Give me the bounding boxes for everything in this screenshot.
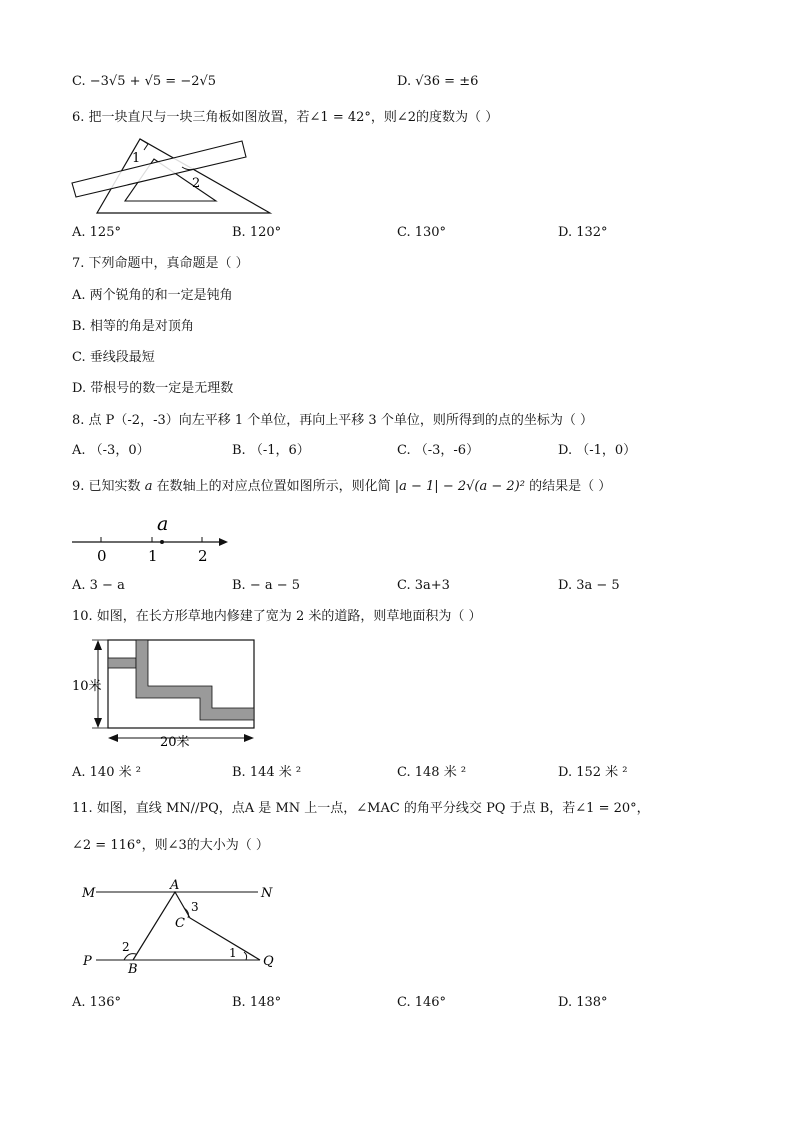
q6-option-b[interactable]: B. 120° (232, 225, 282, 240)
q10-option-d[interactable]: D. 152 米 ² (558, 765, 628, 780)
q9-point-a-label: a (157, 513, 169, 535)
q6-angle-1-label: 1 (132, 151, 141, 166)
q6-stem: 6. 把一块直尺与一块三角板如图放置，若∠1 = 42°，则∠2的度数为（ ） (72, 110, 499, 125)
q11-option-d[interactable]: D. 138° (558, 995, 608, 1010)
q11-stem-line1: 11. 如图，直线 MN//PQ，点A 是 MN 上一点，∠MAC 的角平分线交 PQ 于点 B，若∠1 = 20°， (72, 801, 650, 816)
q9-stem-var: a (144, 479, 153, 494)
q11-angle-3-label: 3 (191, 900, 199, 914)
q11-option-c[interactable]: C. 146° (397, 995, 447, 1010)
q11-option-b[interactable]: B. 148° (232, 995, 282, 1010)
q9-tick-1: 1 (148, 547, 158, 565)
q9-number-line (70, 512, 235, 567)
q9-stem-mid: 在数轴上的对应点位置如图所示，则化简 (156, 479, 391, 494)
q9-stem-prefix: 9. 已知实数 (72, 479, 141, 494)
q7-option-a[interactable]: A. 两个锐角的和一定是钝角 (72, 288, 233, 303)
q6-option-d[interactable]: D. 132° (558, 225, 608, 240)
q9-option-d[interactable]: D. 3a − 5 (558, 578, 620, 593)
q10-option-a[interactable]: A. 140 米 ² (72, 765, 141, 780)
q7-option-b[interactable]: B. 相等的角是对顶角 (72, 319, 194, 334)
q9-point-a (160, 540, 164, 544)
q11-angle-2-label: 2 (122, 940, 130, 954)
q9-option-c[interactable]: C. 3a+3 (397, 578, 450, 593)
q11-label-m: M (82, 886, 96, 901)
q7-option-d[interactable]: D. 带根号的数一定是无理数 (72, 381, 234, 396)
q11-parallel-lines-figure (78, 874, 283, 977)
q7-stem: 7. 下列命题中，真命题是（ ） (72, 256, 249, 271)
q8-option-a[interactable]: A. （-3，0） (72, 443, 150, 458)
q7-option-c[interactable]: C. 垂线段最短 (72, 350, 155, 365)
q11-angle-1-label: 1 (229, 946, 237, 960)
q9-stem-suffix: 的结果是（ ） (529, 479, 612, 494)
q9-tick-0: 0 (97, 547, 107, 565)
q9-option-b[interactable]: B. − a − 5 (232, 578, 301, 593)
q9-option-a[interactable]: A. 3 − a (72, 578, 125, 593)
q11-label-q: Q (263, 954, 274, 969)
q6-angle-2-label: 2 (192, 176, 201, 191)
q11-label-a: A (170, 878, 180, 893)
q11-label-c: C (175, 916, 185, 931)
q9-expression: |a − 1| − 2√(a − 2)² (394, 479, 525, 494)
q11-label-p: P (83, 954, 92, 969)
q8-option-c[interactable]: C. （-3，-6） (397, 443, 480, 458)
q8-option-d[interactable]: D. （-1，0） (558, 443, 637, 458)
q5-option-d[interactable]: D. √36 = ±6 (397, 74, 479, 89)
q11-stem-line2: ∠2 = 116°，则∠3的大小为（ ） (72, 838, 269, 853)
q6-option-a[interactable]: A. 125° (72, 225, 121, 240)
q8-option-b[interactable]: B. （-1，6） (232, 443, 310, 458)
q10-option-b[interactable]: B. 144 米 ² (232, 765, 302, 780)
q9-stem (72, 478, 611, 496)
q10-width-label: 20米 (160, 735, 190, 750)
q11-option-a[interactable]: A. 136° (72, 995, 121, 1010)
q5-option-c[interactable]: C. −3√5 + √5 = −2√5 (72, 74, 217, 89)
q10-height-label: 10米 (72, 679, 102, 694)
q6-ruler-triangle-figure (70, 135, 260, 215)
q11-label-n: N (261, 886, 273, 901)
q10-option-c[interactable]: C. 148 米 ² (397, 765, 467, 780)
q11-label-b: B (128, 962, 138, 977)
q9-tick-2: 2 (198, 547, 208, 565)
q10-lawn-road-figure (72, 638, 262, 750)
q10-stem: 10. 如图，在长方形草地内修建了宽为 2 米的道路，则草地面积为（ ） (72, 609, 482, 624)
q6-option-c[interactable]: C. 130° (397, 225, 447, 240)
q8-stem: 8. 点 P（-2，-3）向左平移 1 个单位，再向上平移 3 个单位，则所得到的点的坐标为（ ） (72, 413, 593, 428)
